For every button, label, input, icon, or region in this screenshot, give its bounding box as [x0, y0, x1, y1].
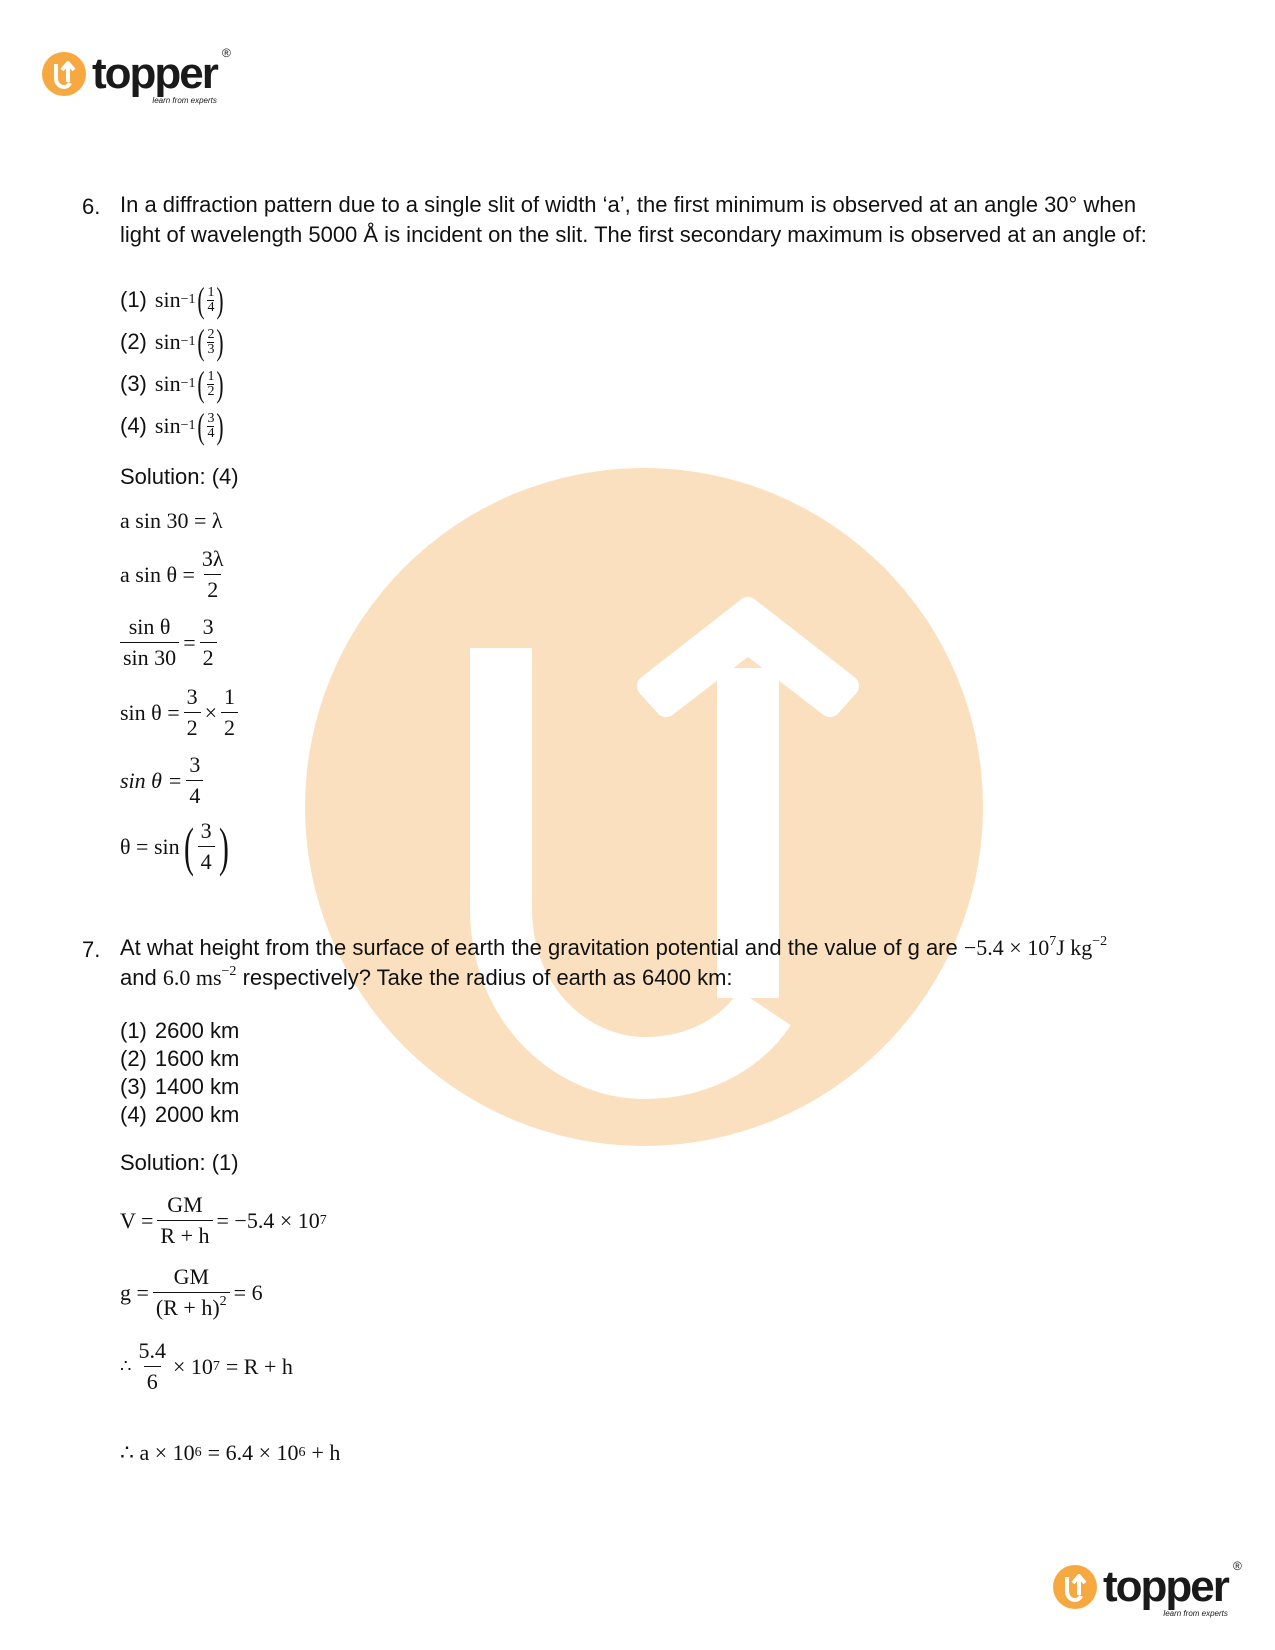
question-6-option-4: (4) sin −1 ( $\frac{3}{4}$ ) [120, 406, 225, 446]
question-7-line-1: At what height from the surface of earth the gravitation potential and the value of g are $-5.4 \times 10^7J$ $kg^{-2}$ [120, 934, 1108, 960]
topper-logo-footer [1053, 1559, 1242, 1618]
question-7-line-2: and 6.0 $ms^{-2}$ respectively? Take the radius of earth as 6400 km: [120, 964, 733, 990]
topper-badge-icon [1053, 1565, 1097, 1609]
question-7-option-3: (3) 1400 km [120, 1074, 240, 1099]
q7-step-4: ∴ a × 10 6 = 6.4 × 10 6 + h [120, 1440, 341, 1465]
topper-badge-icon [42, 52, 86, 96]
logo-registered-mark: ® [222, 46, 231, 60]
q6-step-3: $\frac{\text{sin θ}}{\sin 30}$ = $\frac{3}{2}$ [120, 614, 221, 671]
logo-registered-mark: ® [1233, 1559, 1242, 1573]
q7-step-2: g = $\frac{GM}{(R + h)^2}$ = 6 [120, 1264, 263, 1320]
q6-step-4: sin θ = $\frac{3}{2}$ × $\frac{1}{2}$ [120, 684, 242, 741]
q6-step-1: a sin 30 = λ [120, 508, 223, 533]
q6-step-5: sin θ = $\frac{3}{4}$ [120, 752, 207, 809]
question-7-option-1: (1) 2600 km [120, 1018, 240, 1043]
watermark-logo-icon [305, 468, 983, 1146]
q7-step-1: V = $\frac{GM}{R + h}$ = −5.4 × 10 7 [120, 1192, 327, 1248]
logo-tagline: learn from experts [152, 96, 217, 105]
question-7-text [120, 933, 1200, 993]
logo-tagline: learn from experts [1163, 1609, 1228, 1618]
logo-brand-text: topper [92, 49, 217, 98]
question-7-number: 7. [82, 937, 101, 962]
question-7-option-2: (2) 1600 km [120, 1046, 240, 1071]
question-6-line-1: In a diffraction pattern due to a single slit of width ‘a’, the first minimum is observed at an angle 30° when [120, 192, 1137, 217]
topper-logo [42, 46, 231, 105]
logo-brand-text: topper [1103, 1562, 1228, 1611]
question-6-number: 6. [82, 194, 101, 219]
q6-step-6: θ = sin ( $\frac{3}{4}$ ) [120, 816, 229, 877]
q6-step-2: a sin θ = $\frac{3\lambda}{2}$ [120, 546, 224, 602]
question-6-option-2: (2) sin −1 ( $\frac{2}{3}$ ) [120, 322, 225, 362]
question-7-option-4: (4) 2000 km [120, 1102, 240, 1127]
question-7-solution-label: Solution: (1) [120, 1150, 239, 1175]
q7-step-3: ∴ $\frac{5.4}{6}$ × 10 7 = R + h [120, 1338, 293, 1394]
question-6-option-3: (3) sin −1 ( $\frac{1}{2}$ ) [120, 364, 225, 404]
question-6-option-1: (1) sin −1 ( $\frac{1}{4}$ ) [120, 280, 225, 320]
question-6-line-2: light of wavelength 5000 Å is incident on the slit. The first secondary maximum is observed at an angle of: [120, 222, 1147, 247]
question-6-text [120, 190, 1200, 250]
question-6-solution-label: Solution: (4) [120, 464, 239, 489]
